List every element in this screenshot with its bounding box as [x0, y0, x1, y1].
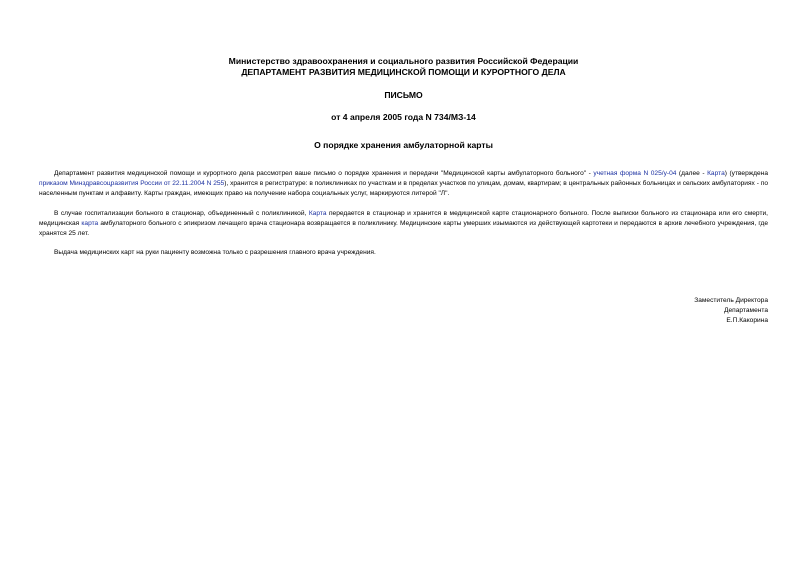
form-025-link[interactable]: учетная форма N 025/у-04 — [593, 170, 677, 177]
paragraph-2-text-2: передается в стационар и хранится в медицинской карте стационарного больного. После выписки больного из стационара или его смерти, медицинская — [39, 209, 768, 227]
paragraph-2-text-3: амбулаторного больного с эпикризом лечащего врача стационара возвращается в поликлинику. Медицинские карты умерших изымаются из действующей картотеки и передаются в архив лечебного учреждения, где хранятся 25 лет. — [39, 219, 768, 238]
paragraph-1-text-2: (далее - — [676, 170, 708, 177]
document-content — [39, 56, 768, 325]
department-title: ДЕПАРТАМЕНТ РАЗВИТИЯ МЕДИЦИНСКОЙ ПОМОЩИ И КУРОРТНОГО ДЕЛА — [241, 67, 566, 77]
order-255-link[interactable]: приказом Минздравсоцразвития России от 22.11.2004 N 255 — [39, 180, 225, 188]
document-subject: О порядке хранения амбулаторной карты — [314, 140, 493, 150]
document-type: ПИСЬМО — [384, 90, 423, 100]
card-link-3[interactable]: карта — [81, 219, 99, 227]
signature-block — [694, 296, 768, 327]
paragraph-1-text-1: Департамент развития медицинской помощи и курортного дела рассмотрел ваше письмо о порядке хранения и передачи "Медицинской карты амбулаторного больного" - — [54, 170, 594, 177]
ministry-title: Министерство здравоохранения и социального развития Российской Федерации — [228, 56, 579, 66]
paragraph-2 — [39, 209, 768, 240]
paragraph-3: Выдача медицинских карт на руки пациенту возможна только с разрешения главного врача учреждения. — [54, 249, 376, 257]
document-body — [39, 169, 768, 258]
document-date-number: от 4 апреля 2005 года N 734/МЗ-14 — [331, 112, 476, 122]
paragraph-1 — [39, 169, 768, 200]
card-link[interactable]: Карта — [707, 170, 725, 177]
paragraph-1-text-3: ) (утверждена — [724, 170, 768, 177]
signature-name: Е.П.Какорина — [726, 317, 768, 325]
document-header — [39, 56, 768, 151]
signature-position-1: Заместитель Директора — [694, 297, 768, 304]
card-link-2[interactable]: Карта — [308, 209, 327, 217]
paragraph-2-text-1: В случае госпитализации больного в стационар, объединенный с поликлиникой, — [54, 209, 309, 217]
signature-position-2: Департамента — [724, 307, 768, 315]
paragraph-1-text-4: ), хранится в регистратуре: в поликлиниках по участкам и в пределах участков по улицам, домам, квартирам; в центральных районных больницах и сельских амбулаториях - по населенным пунктам и алфавиту. Карты граждан, имеющих право на получение набора социальных услуг, маркируются литерой "Л". — [39, 180, 768, 198]
